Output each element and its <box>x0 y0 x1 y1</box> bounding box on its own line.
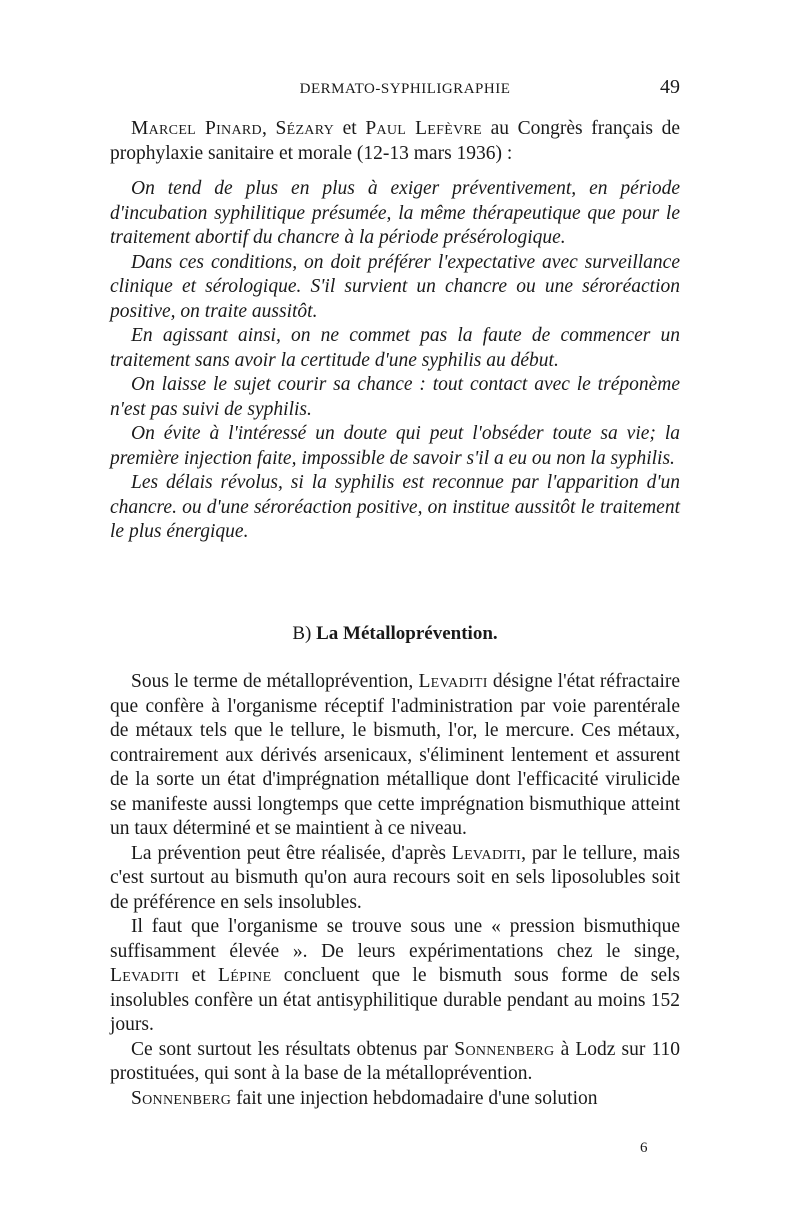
quote-paragraph: Les délais révolus, si la syphilis est reconnue par l'apparition d'un chancre. ou d'une séroréaction positive, on institue aussitôt le traitement le plus énergique. <box>110 472 680 542</box>
quote-paragraph: On tend de plus en plus à exiger préventivement, en période d'incubation syphilitique présumée, la même thérapeutique que pour le traitement abortif du chancre à la période présérologique. <box>110 178 680 248</box>
quote-paragraph: Dans ces conditions, on doit préférer l'expectative avec surveillance clinique et sérologique. S'il survient un chancre ou une séroréaction positive, on traite aussitôt. <box>110 251 680 322</box>
author-name: Marcel Pinard <box>131 118 262 139</box>
body-text: Sous le terme de métalloprévention, <box>131 671 419 692</box>
author-name: Paul Lefèvre <box>365 118 482 139</box>
body-text: Ce sont surtout les résultats obtenus par <box>131 1038 455 1060</box>
body-text: Il faut que l'organisme se trouve sous une « pression bismuthique suffisamment élevée ». De leurs expérimentations chez le singe, <box>110 916 680 962</box>
body-text: et <box>179 965 219 986</box>
body-paragraph <box>110 1087 680 1112</box>
quote-paragraph: En agissant ainsi, on ne commet pas la faute de commencer un traitement sans avoir la certitude d'une syphilis au début. <box>110 325 680 371</box>
running-head <box>110 76 680 99</box>
body-text: à Lodz sur 110 prostituées, qui sont à la base de la métalloprévention. <box>110 1038 680 1084</box>
author-name: Sonnenberg <box>454 1038 555 1060</box>
intro-paragraph <box>110 117 680 166</box>
section-title: La Métalloprévention. <box>316 623 498 644</box>
quote-paragraph: On laisse le sujet courir sa chance : tout contact avec le tréponème n'est pas suivi de syphilis. <box>110 374 680 420</box>
author-name: Levaditi <box>418 671 488 692</box>
body-text: désigne l'état réfractaire que confère à l'organisme réceptif l'administration par voie parentérale de métaux tels que le tellure, le bismuth, l'or, le mercure. Ces métaux, contrairement aux dérivés arsenicaux, s'éliminent lentement et assurent de la sorte un état d'imprégnation métallique dont l'efficacité virulicide se manifeste aussi longtemps que cette imprégnation bismuthique atteint un taux déterminé et se maintient à ce niveau. <box>110 671 681 839</box>
running-title: DERMATO-SYPHILIGRAPHIE <box>299 81 511 97</box>
body-paragraph <box>110 1038 680 1087</box>
author-separator: , <box>261 118 276 139</box>
body-paragraph <box>110 842 680 916</box>
body-text: fait une injection hebdomadaire d'une solution <box>231 1087 598 1109</box>
body-text: concluent que le bismuth sous forme de sels insolubles confère un état antisyphilitique durable pendant au moins 152 jours. <box>110 965 680 1035</box>
body-block <box>110 670 680 1111</box>
body-text: , par le tellure, mais c'est surtout au bismuth qu'on aura recours soit en sels liposolubles soit de préférence en sels insolubles. <box>110 842 681 913</box>
author-name: Sézary <box>275 118 334 139</box>
author-separator: et <box>334 118 366 139</box>
page-number: 49 <box>660 76 680 98</box>
author-name: Sonnenberg <box>131 1087 232 1109</box>
section-marker: B) <box>292 623 317 644</box>
quote-block <box>110 177 680 545</box>
intro-block <box>110 117 680 166</box>
body-paragraph <box>110 670 680 842</box>
author-name: Levaditi <box>451 842 522 864</box>
author-name: Levaditi <box>110 965 180 986</box>
body-text: La prévention peut être réalisée, d'après <box>131 842 452 864</box>
section-heading <box>110 623 680 645</box>
quote-paragraph: On évite à l'intéressé un doute qui peut l'obséder toute sa vie; la première injection faite, impossible de savoir s'il a eu ou non la syphilis. <box>110 423 680 469</box>
author-name: Lépine <box>218 965 272 986</box>
intro-text: au Congrès français de prophylaxie sanitaire et morale (12-13 mars 1936) : <box>110 118 681 164</box>
signature-mark: 6 <box>640 1140 648 1156</box>
body-paragraph <box>110 915 680 1038</box>
